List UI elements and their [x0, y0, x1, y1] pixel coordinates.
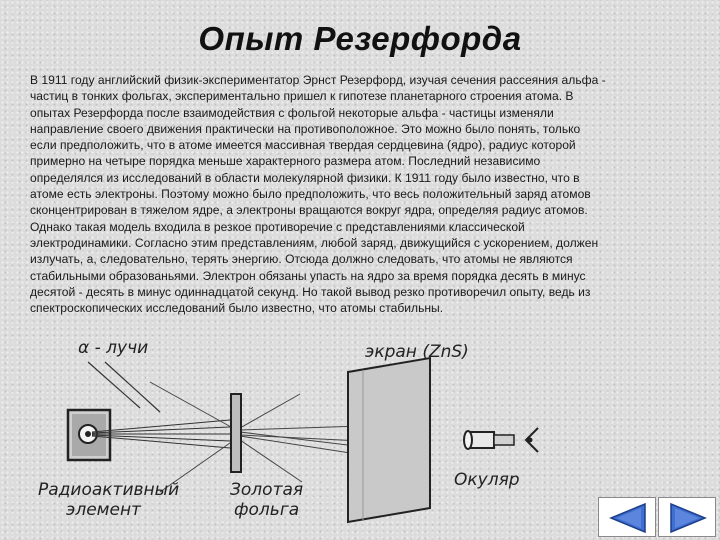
slide-title: Опыт Резерфорда	[198, 20, 522, 57]
triangle-left-icon	[599, 498, 657, 538]
text-line: если предположить, что в атоме имеется массивная твердая сердцевина (ядро), радиус которой	[30, 138, 576, 153]
alpha-beam	[92, 420, 230, 448]
source-label-line2: элемент	[66, 500, 141, 520]
screen-label: экран (ZnS)	[365, 342, 469, 362]
text-line: атоме есть электроны. Поэтому можно было предположить, что весь положительный заряд атомов	[30, 187, 591, 202]
zns-screen	[348, 358, 430, 522]
foil-label-line2: фольга	[234, 500, 300, 520]
text-line: примерно на четыре порядка меньше характерного размера атом. Последний независимо	[30, 154, 541, 169]
text-line: стабильными образованьями. Электрон обязаны упасть на ядро за время порядка десять в минус	[30, 268, 586, 283]
slide-body-text	[30, 72, 698, 316]
text-line: В 1911 году английский физик-экспериментатор Эрнст Резерфорд, изучая сечения рассеяния альфа -	[30, 73, 606, 87]
rutherford-experiment-diagram	[30, 332, 550, 532]
text-line: сконцентрирован в тяжелом ядре, а электроны вращаются вокруг ядра, определяя радиус атомов.	[30, 203, 588, 218]
eyepiece-label: Окуляр	[454, 470, 520, 490]
text-line: излучать, а, следовательно, терять энергию. Отсюда должно следовать, что атомы не являются	[30, 252, 573, 267]
alpha-rays-label: α - лучи	[78, 338, 149, 358]
text-line: десятой - десять в минус одиннадцатой секунд. Но такой вывод резко противоречил опыту, ведь из	[30, 284, 591, 299]
text-line: определялся из исследований в области молекулярной физики. К 1911 году было известно, что в	[30, 170, 580, 185]
text-line: опытах Резерфорда после взаимодействия с фольгой некоторые альфа - частицы изменяли	[30, 105, 554, 120]
foil-label-line1: Золотая	[230, 480, 304, 500]
eyepiece-lens	[464, 431, 472, 449]
text-line: направление своего движения практически на противоположное. Это можно было понять, только	[30, 121, 581, 136]
gold-foil	[231, 394, 241, 472]
text-line: частиц в тонких фольгах, экспериментально пришел к гипотезе планетарного строения атома. В	[30, 89, 574, 104]
text-line: спектроскопических исследований было известно, что атомы стабильны.	[30, 301, 444, 316]
text-line: электродинамики. Согласно этим представлениям, любой заряд, движущийся с ускорением, должен	[30, 235, 599, 250]
previous-slide-button[interactable]	[598, 497, 656, 537]
source-label-line1: Радиоактивный	[38, 480, 180, 500]
next-slide-button[interactable]	[658, 497, 716, 537]
triangle-right-icon	[659, 498, 717, 538]
text-line: Однако такая модель входила в резкое противоречие с представлениями классической	[30, 219, 525, 234]
